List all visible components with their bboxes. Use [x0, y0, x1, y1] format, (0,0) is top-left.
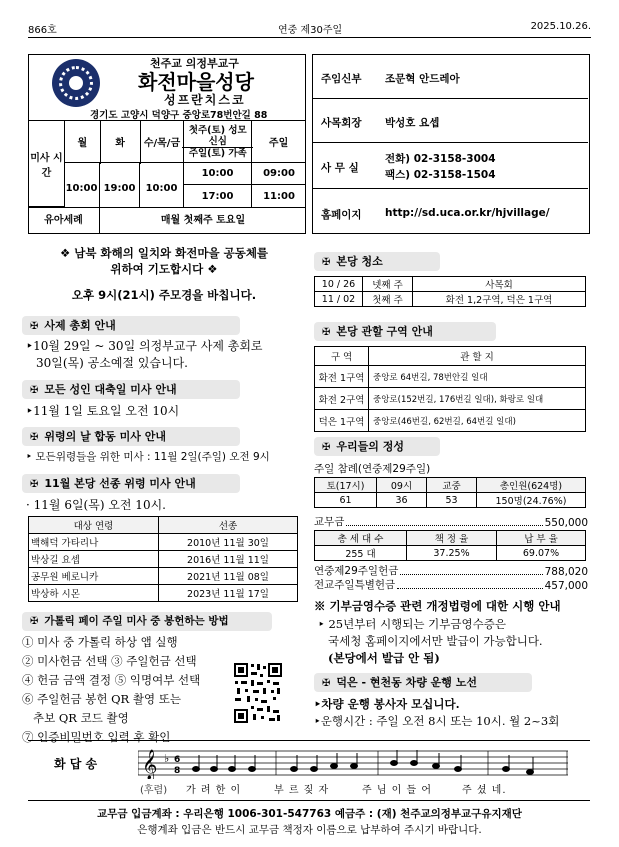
- mass-time-row: [64, 162, 306, 207]
- zones-head-zone: 구 역: [315, 347, 369, 366]
- web-row: [313, 189, 588, 231]
- diocese-name: 천주교 의정부교구: [150, 57, 239, 70]
- web-url[interactable]: http://sd.uca.or.kr/hjvillage/: [385, 207, 550, 219]
- pay-step-6: ⑦ 인증비밀번호 입력 후 확인: [22, 730, 171, 744]
- prayer-notice: [28, 245, 300, 303]
- diamond-icon: ❖: [59, 246, 75, 260]
- table-row: [315, 292, 586, 307]
- bullet-icon: ‣: [26, 451, 36, 463]
- table-row: [29, 551, 298, 568]
- cross-icon: ✠: [322, 442, 331, 453]
- clean-week: 첫째 주: [363, 292, 413, 307]
- memorial-date: 2016년 11월 11일: [159, 551, 298, 568]
- clean-title: 본당 청소: [336, 255, 383, 268]
- tax-line-3: (본당에서 발급 안 됨): [328, 651, 440, 665]
- memorial-table: [28, 516, 298, 602]
- pay-step-1: ① 미사 중 가톨릭 하상 앱 실행: [22, 635, 178, 649]
- qr-code-icon[interactable]: [233, 662, 283, 724]
- chair-row: [313, 99, 588, 143]
- section-header-shuttle: [314, 673, 532, 692]
- issue-number: 866호: [28, 25, 57, 36]
- section-header-priest-assembly: [22, 316, 240, 335]
- family-head: 납 부 율: [497, 531, 586, 546]
- table-row: [29, 534, 298, 551]
- prayer-line-2: 위하여 기도합시다: [110, 262, 204, 276]
- tax-title: ※ 기부금영수증 관련 개정법령에 대한 시행 안내: [314, 599, 561, 613]
- zones-table: [314, 346, 586, 432]
- bullet-icon: ‣: [314, 697, 322, 711]
- cross-icon: ✠: [322, 327, 331, 338]
- sec3-title: 위령의 날 합동 미사 안내: [44, 430, 166, 443]
- table-row: [315, 366, 586, 388]
- pay-step-2: ② 미사헌금 선택 ③ 주일헌금 선택: [22, 654, 197, 668]
- hymn-label: 화 답 송: [54, 757, 98, 771]
- family-head: 총 세 대 수: [315, 531, 407, 546]
- sec4-text: 11월 6일(목) 오전 10시.: [33, 498, 166, 512]
- special-offering-row: [314, 577, 588, 592]
- hymn-refrain: (후렴): [140, 785, 168, 796]
- pay-step-3: ④ 헌금 금액 결정 ⑤ 익명여부 선택: [22, 673, 201, 687]
- cross-icon: ✠: [322, 257, 331, 268]
- sec2-body: [26, 402, 179, 419]
- sat-time-1: 10:00: [184, 163, 252, 185]
- parish-logo-icon: [52, 59, 100, 107]
- school-fee-label: 교무금: [314, 516, 345, 528]
- chair-label: 사목회장: [321, 117, 362, 129]
- memorial-name: 공무원 베로니카: [29, 568, 159, 585]
- mass-day-tue: 화: [100, 121, 140, 163]
- attendance-title: 주일 참례(연중제29주일): [314, 463, 431, 475]
- mass-day-mon: 월: [64, 121, 100, 163]
- clean-week: 넷째 주: [363, 277, 413, 292]
- office-label: 사 무 실: [321, 162, 359, 174]
- special-offering-value: 457,000: [544, 580, 588, 592]
- family-value: 69.07%: [497, 546, 586, 561]
- special-offering-label: 전교주일특별헌금: [314, 579, 396, 591]
- office-fax: 팩스) 02-3158-1504: [385, 169, 496, 181]
- pastor-label: 주임신부: [321, 73, 362, 85]
- zone-area: 중앙로(152번길, 176번길 일대), 화랑로 일대: [369, 388, 586, 410]
- pastor-row: [313, 55, 588, 99]
- cross-icon: ✠: [30, 616, 39, 627]
- sec3-text: 모든위령들을 위한 미사 : 11월 2일(주일) 오전 9시: [35, 451, 270, 463]
- cross-icon: ✠: [30, 479, 39, 490]
- offer-title: 우리들의 정성: [336, 440, 404, 453]
- mass-time-label: 미사 시간: [29, 121, 65, 207]
- pay-step-5: 추보 QR 코드 촬영: [22, 711, 129, 725]
- table-row: [315, 546, 586, 561]
- cleaning-table: [314, 276, 586, 307]
- parish-address: 경기도 고양시 덕양구 중앙로78번안길 88: [90, 110, 268, 121]
- top-line: [28, 20, 591, 38]
- tax-line-2: 국세청 홈페이지에서만 발급이 가능합니다.: [328, 634, 543, 648]
- bus-line-2: 운행시간 : 주일 오전 8시 또는 10시. 월 2~3회: [320, 714, 560, 728]
- clean-date: 11 / 02: [315, 292, 363, 307]
- section-header-memorial-mass: [22, 474, 240, 493]
- attend-head: 토(17시): [315, 478, 377, 493]
- sec1-body: [26, 338, 306, 372]
- parish-name: 화전마을성당: [138, 70, 254, 94]
- issue-date: 2025.10.26.: [530, 21, 591, 32]
- memorial-date: 2023년 11월 17일: [159, 585, 298, 602]
- memorial-date: 2010년 11월 30일: [159, 534, 298, 551]
- infant-baptism-value: 매월 첫째주 토요일: [160, 215, 246, 226]
- sec1-title: 사제 총회 안내: [44, 319, 116, 332]
- section-header-all-souls: [22, 427, 240, 446]
- bullet-icon: ‣: [26, 339, 34, 353]
- zones-head-area: 관 할 지: [369, 347, 586, 366]
- bullet-icon: ‣: [318, 617, 329, 631]
- office-row: [313, 143, 588, 189]
- cross-icon: ✠: [30, 385, 39, 396]
- attend-value: 53: [427, 493, 477, 508]
- section-header-cleaning: [314, 252, 440, 271]
- clean-group: 사목회: [413, 277, 586, 292]
- sec1-text-2: 30일(목) 공소예절 있습니다.: [36, 356, 188, 370]
- section-header-catholic-pay: [22, 612, 272, 631]
- attend-head: 교중: [427, 478, 477, 493]
- chair-name: 박성호 요셉: [385, 117, 440, 129]
- tue-time: 19:00: [100, 163, 140, 208]
- table-row: [315, 410, 586, 432]
- wtf-time: 10:00: [140, 163, 184, 208]
- zone-area: 중앙로 64번길, 78번안길 일대: [369, 366, 586, 388]
- infant-baptism-label: 유아세례: [28, 208, 100, 234]
- sat-time-2: 17:00: [184, 185, 252, 208]
- sec4-body: [26, 496, 166, 513]
- mon-time: 10:00: [64, 163, 100, 208]
- cross-icon: ✠: [30, 321, 39, 332]
- table-row: [315, 277, 586, 292]
- liturgical-week: 연중 제30주일: [278, 25, 343, 36]
- sec2-title: 모든 성인 대축일 미사 안내: [44, 383, 177, 396]
- school-fee-row: [314, 514, 588, 529]
- footer-account: 교무금 입금계좌 : 우리은행 1006-301-547763 예금주 : (재) 천주교의정부교구유지재단: [97, 808, 522, 820]
- memorial-name: 박상하 시몬: [29, 585, 159, 602]
- table-row: [315, 493, 586, 508]
- memorial-head-date: 선종: [159, 517, 298, 534]
- memorial-date: 2021년 11월 08일: [159, 568, 298, 585]
- sat-family-head: 주일(토) 가족: [182, 147, 253, 159]
- zone-area: 중앙로(46번길, 62번길, 64번길 일대): [369, 410, 586, 432]
- tax-body: [318, 616, 590, 667]
- bus-title: 덕은 - 현천동 차량 운행 노선: [336, 676, 477, 689]
- bus-body: [314, 696, 559, 730]
- sec1-text-1: 10월 29일 ~ 30일 의정부교구 사제 총회로: [33, 339, 263, 353]
- table-row: [315, 388, 586, 410]
- sec3-body: [26, 449, 270, 464]
- table-row: [29, 568, 298, 585]
- info-box: [312, 54, 590, 234]
- attend-head: 총인원(624명): [477, 478, 586, 493]
- hymn-lyric-2: 부 르 짖 자: [274, 785, 330, 796]
- sec5-title: 가톨릭 페이 주일 미사 중 봉헌하는 방법: [44, 615, 229, 627]
- memorial-name: 박상길 요셉: [29, 551, 159, 568]
- tax-line-1: 25년부터 시행되는 기부금영수증은: [328, 617, 506, 631]
- cross-icon: ✠: [30, 432, 39, 443]
- prayer-line-1: 남북 화해의 일치와 화전마을 공동체를: [74, 246, 269, 260]
- school-fee-value: 550,000: [544, 517, 588, 529]
- memorial-name: 백해덕 가타리나: [29, 534, 159, 551]
- svg-text:6: 6: [174, 755, 181, 765]
- pastor-name: 조문혁 안드레아: [385, 73, 460, 85]
- clean-date: 10 / 26: [315, 277, 363, 292]
- attend-head: 09시: [377, 478, 427, 493]
- zone-name: 덕은 1구역: [315, 410, 369, 432]
- attend-value: 36: [377, 493, 427, 508]
- zone-name: 화전 2구역: [315, 388, 369, 410]
- sun-time-2: 11:00: [263, 191, 295, 202]
- sec4-title: 11월 본당 선종 위령 미사 안내: [44, 477, 196, 490]
- zones-title: 본당 관할 구역 안내: [336, 325, 433, 338]
- infant-baptism-row: [28, 207, 306, 234]
- family-value: 255 대: [315, 546, 407, 561]
- catholic-pay-steps: [22, 633, 232, 747]
- first-saturday-head: [184, 121, 252, 163]
- mass-day-sun: 주일: [252, 121, 306, 163]
- clean-group: 화전 1,2구역, 덕은 1구역: [413, 292, 586, 307]
- svg-text:𝄞: 𝄞: [142, 750, 158, 779]
- attendance-table: [314, 477, 586, 508]
- diamond-icon: ❖: [203, 262, 218, 276]
- footer-note: 은행계좌 입금은 반드시 교무금 책정자 이름으로 납부하여 주시기 바랍니다.: [137, 824, 482, 836]
- sunday-offering-row: [314, 563, 588, 578]
- hymn-area: [28, 740, 590, 798]
- svg-text:♭: ♭: [164, 752, 170, 765]
- family-head: 책 정 율: [407, 531, 497, 546]
- office-phone: 전화) 02-3158-3004: [385, 153, 496, 165]
- hymn-lyric-4: 주 셨 네.: [462, 785, 507, 796]
- attend-value: 150명(24.76%): [477, 493, 586, 508]
- footer-divider: [28, 800, 590, 801]
- family-value: 37.25%: [407, 546, 497, 561]
- sun-time-1: 09:00: [252, 163, 306, 185]
- bullet-icon: ‣: [26, 404, 34, 418]
- web-label: 홈페이지: [321, 209, 362, 221]
- hymn-lyric-3: 주 님 이 들 어: [362, 785, 433, 796]
- mass-day-wtf: 수/목/금: [140, 121, 184, 163]
- hymn-lyric-1: 가 려 한 이: [186, 785, 242, 796]
- attend-value: 61: [315, 493, 377, 508]
- zone-name: 화전 1구역: [315, 366, 369, 388]
- bullet-icon: ·: [26, 498, 34, 512]
- sunday-offering-value: 788,020: [544, 566, 588, 578]
- svg-text:8: 8: [174, 766, 181, 776]
- parish-patron: 성프란치스코: [164, 93, 246, 107]
- section-header-zones: [314, 322, 496, 341]
- first-saturday-head-text: 첫주(토) 성모 신심: [188, 124, 247, 147]
- bullet-icon: ‣: [314, 714, 321, 728]
- section-header-all-saints: [22, 380, 240, 399]
- sunday-offering-label: 연중제29주일헌금: [314, 565, 399, 577]
- hymn-staff: [138, 747, 568, 779]
- pay-step-4: ⑥ 주일헌금 봉헌 QR 촬영 또는: [22, 692, 181, 706]
- prayer-line-3: 오후 9시(21시) 주모경을 바칩니다.: [71, 288, 257, 302]
- sec2-text: 11월 1일 토요일 오전 10시: [33, 404, 180, 418]
- family-table: [314, 530, 586, 561]
- section-header-offerings: [314, 437, 440, 456]
- bus-line-1: 차량 운행 봉사자 모십니다.: [321, 697, 460, 711]
- cross-icon: ✠: [322, 678, 331, 689]
- table-row: [29, 585, 298, 602]
- memorial-head-name: 대상 연령: [29, 517, 159, 534]
